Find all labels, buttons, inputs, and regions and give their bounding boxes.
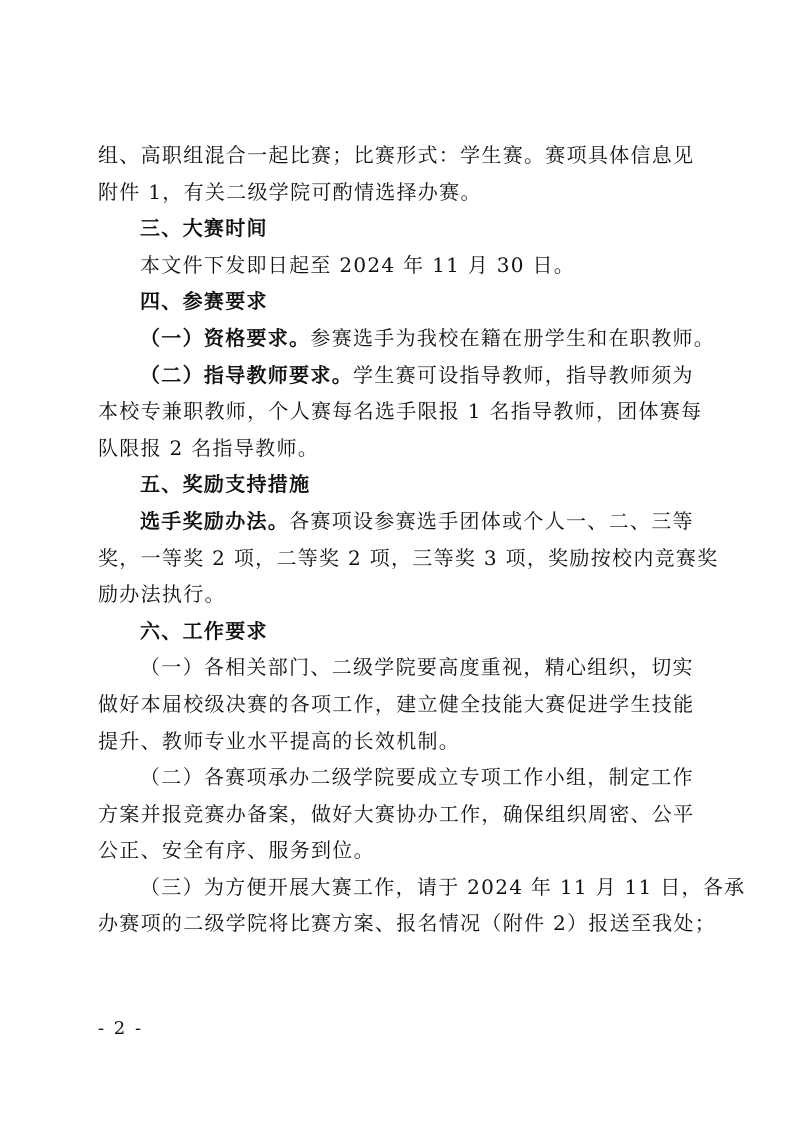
- paragraph-line: [98, 905, 717, 942]
- paragraph-line: [98, 503, 712, 540]
- paragraph-line: [98, 137, 712, 174]
- line-text: 本校专兼职教师，个人赛每名选手限报 1 名指导教师，团体赛每: [98, 399, 703, 424]
- line-text: 奖，一等奖 2 项，二等奖 2 项，三等奖 3 项，奖励按校内竞赛奖: [98, 545, 719, 570]
- section-heading: [98, 210, 712, 247]
- line-text: 公正、安全有序、服务到位。: [98, 838, 375, 863]
- heading-text: 五、奖励支持措施: [140, 472, 311, 497]
- line-text: （一）各相关部门、二级学院要高度重视，精心组织，切实: [140, 655, 694, 680]
- lead-text: （二）指导教师要求。: [140, 362, 353, 387]
- line-text: 励办法执行。: [98, 582, 226, 607]
- paragraph-line: [98, 576, 712, 613]
- line-text: 方案并报竞赛办备案，做好大赛协办工作，确保组织周密、公平: [98, 801, 695, 826]
- line-text: 本文件下发即日起至 2024 年 11 月 30 日。: [140, 252, 576, 277]
- line-text: 组、高职组混合一起比赛；比赛形式：学生赛。赛项具体信息见: [98, 143, 695, 167]
- paragraph-line: [98, 686, 712, 723]
- heading-text: 六、工作要求: [140, 618, 268, 643]
- line-text: 提升、教师专业水平提高的长效机制。: [98, 728, 461, 753]
- heading-text: 四、参赛要求: [140, 289, 268, 314]
- body-text: [98, 137, 746, 942]
- paragraph-line: [98, 869, 746, 906]
- line-text: 办赛项的二级学院将比赛方案、报名情况（附件 2）报送至我处；: [98, 911, 717, 936]
- paragraph-line: [98, 540, 719, 577]
- paragraph-line: [98, 247, 712, 284]
- heading-text: 三、大赛时间: [140, 216, 268, 241]
- paragraph-line: [98, 393, 712, 430]
- lead-text: 选手奖励办法。: [140, 508, 290, 533]
- lead-text: （一）资格要求。: [140, 325, 311, 350]
- paragraph-line: [98, 796, 712, 833]
- section-heading: [98, 283, 712, 320]
- paragraph-line: [98, 357, 712, 394]
- paragraph-line: [98, 430, 712, 467]
- line-text: （二）各赛项承办二级学院要成立专项工作小组，制定工作: [140, 765, 694, 790]
- line-text: 附件 1，有关二级学院可酌情选择办赛。: [98, 179, 482, 204]
- line-text: （三）为方便开展大赛工作，请于 2024 年 11 月 11 日，各承: [140, 874, 746, 899]
- line-text: 参赛选手为我校在籍在册学生和在职教师。: [310, 325, 716, 350]
- paragraph-line: [98, 759, 712, 796]
- section-heading: [98, 466, 712, 503]
- line-text: 做好本届校级决赛的各项工作，建立健全技能大赛促进学生技能: [98, 691, 695, 716]
- section-heading: [98, 613, 712, 650]
- paragraph-line: [98, 832, 712, 869]
- line-text: 学生赛可设指导教师，指导教师须为: [353, 362, 694, 387]
- line-text: 各赛项设参赛选手团体或个人一、二、三等: [289, 508, 694, 533]
- page-number: - 2 -: [98, 1018, 144, 1039]
- paragraph-line: [98, 649, 712, 686]
- paragraph-line: [98, 174, 712, 211]
- paragraph-line: [98, 320, 716, 357]
- line-text: 队限报 2 名指导教师。: [98, 435, 320, 460]
- paragraph-line: [98, 723, 712, 760]
